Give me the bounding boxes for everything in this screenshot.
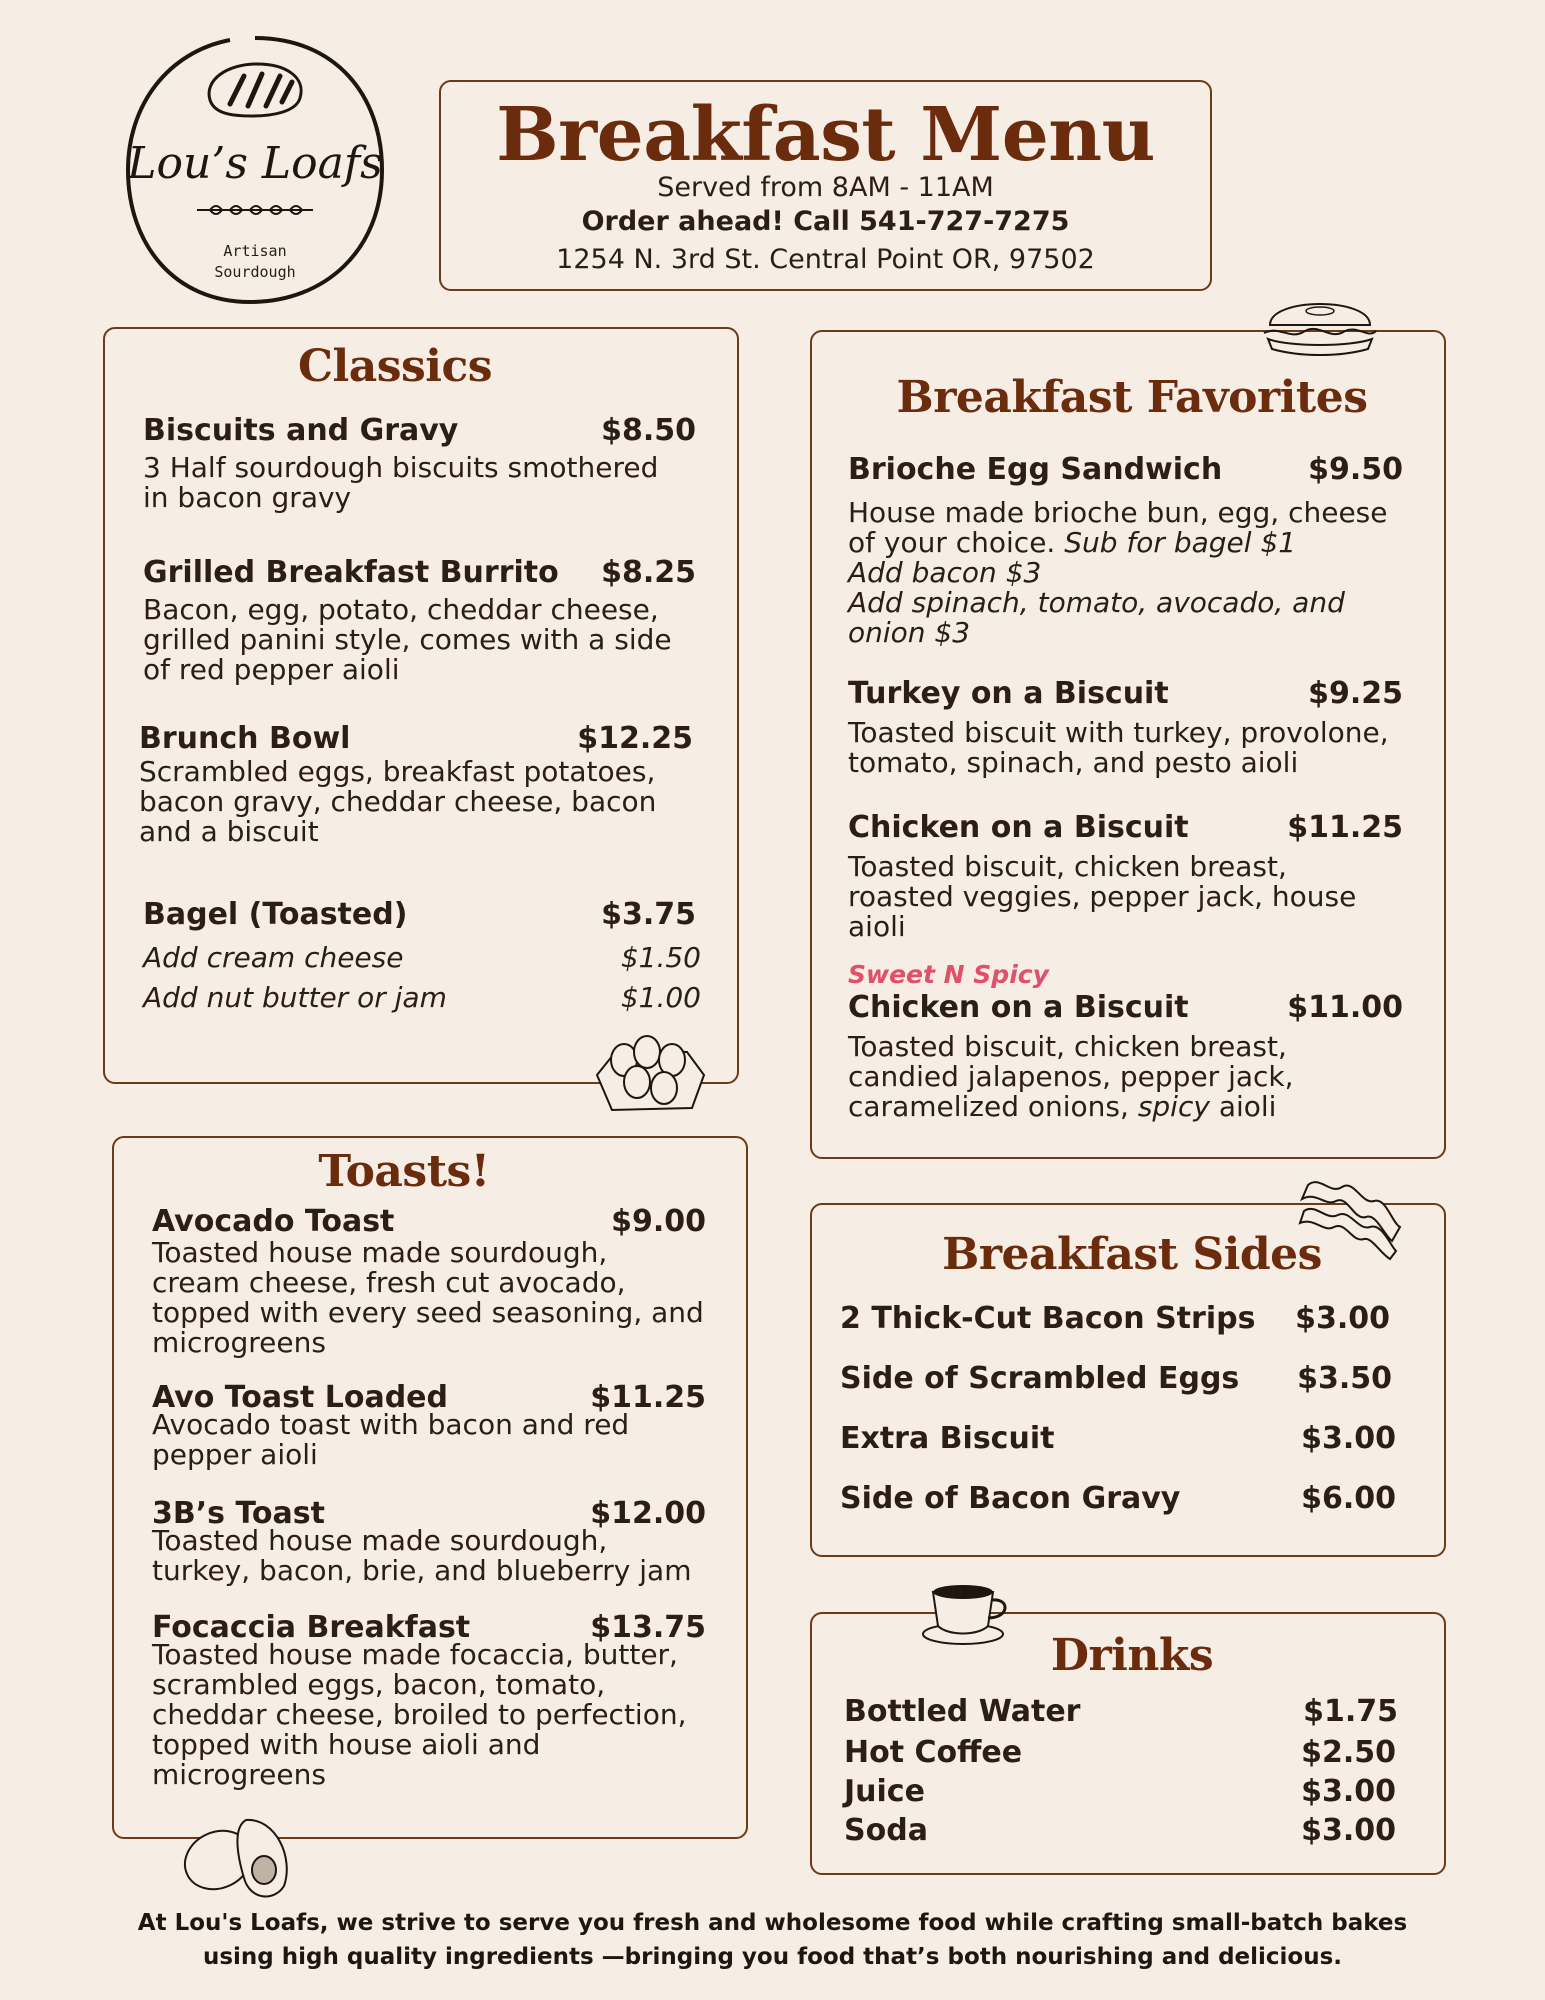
logo-name: Lou’s Loafs — [127, 138, 383, 189]
item-desc: aioli — [848, 910, 906, 943]
item-price: $8.25 — [601, 555, 696, 590]
item-desc: pepper aioli — [152, 1438, 318, 1471]
item-desc-line — [848, 528, 1296, 558]
item-price: $11.25 — [590, 1380, 706, 1415]
item-name: Grilled Breakfast Burrito — [143, 555, 559, 590]
bacon-icon — [1300, 1165, 1405, 1260]
classics-title: Classics — [297, 341, 493, 392]
item-price: $3.00 — [1295, 1301, 1390, 1336]
item-desc: Toasted house made sourdough, — [152, 1236, 608, 1269]
logo-tagline-1: Artisan — [223, 242, 287, 260]
item-price: $9.25 — [1308, 676, 1403, 711]
item-desc: House made brioche bun, egg, cheese — [848, 496, 1388, 529]
order-phone: Order ahead! Call 541-727-7275 — [581, 206, 1070, 237]
drinks-title: Drinks — [1050, 1630, 1214, 1681]
laurel-icon — [195, 200, 315, 220]
item-price: $12.25 — [577, 721, 693, 756]
item-name: 3B’s Toast — [152, 1496, 325, 1531]
item-desc: Toasted biscuit, chicken breast, — [848, 1030, 1287, 1063]
item-name: 2 Thick-Cut Bacon Strips — [840, 1301, 1256, 1336]
item-price: $11.00 — [1287, 990, 1403, 1025]
item-desc-option: Add spinach, tomato, avocado, and — [848, 586, 1345, 619]
addon-label: Add cream cheese — [143, 941, 404, 974]
item-desc-line — [848, 1092, 1276, 1122]
item-name: Avo Toast Loaded — [152, 1380, 449, 1415]
item-name: Chicken on a Biscuit — [848, 990, 1189, 1025]
item-name: Side of Scrambled Eggs — [840, 1361, 1240, 1396]
item-desc: Bacon, egg, potato, cheddar cheese, — [143, 593, 659, 626]
addon-label: Add nut butter or jam — [143, 981, 447, 1014]
item-desc: microgreens — [152, 1758, 326, 1791]
served-hours: Served from 8AM - 11AM — [657, 172, 994, 203]
page-title: Breakfast Menu — [496, 92, 1155, 178]
item-desc: microgreens — [152, 1326, 326, 1359]
footer-line-1: At Lou's Loafs, we strive to serve you fresh and wholesome food while crafting small-batch bakes — [137, 1910, 1408, 1936]
item-name: Bottled Water — [844, 1694, 1081, 1729]
item-price: $3.00 — [1301, 1813, 1396, 1848]
item-desc: of your choice. — [848, 526, 1065, 559]
item-desc: Scrambled eggs, breakfast potatoes, — [139, 755, 656, 788]
item-tag: Sweet N Spicy — [848, 960, 1049, 989]
item-price: $3.00 — [1301, 1421, 1396, 1456]
item-desc: Toasted house made focaccia, butter, — [152, 1638, 678, 1671]
item-desc: roasted veggies, pepper jack, house — [848, 880, 1357, 913]
item-price: $9.50 — [1308, 452, 1403, 487]
drinks-section — [810, 1612, 1446, 1875]
item-desc-option: Add bacon $3 — [848, 556, 1042, 589]
item-desc: Toasted house made sourdough, — [152, 1524, 608, 1557]
item-name: Brioche Egg Sandwich — [848, 452, 1223, 487]
item-price: $9.00 — [611, 1204, 706, 1239]
item-desc: and a biscuit — [139, 815, 319, 848]
item-desc: aioli — [1209, 1090, 1277, 1123]
toasts-section — [112, 1136, 748, 1839]
bread-icon — [202, 60, 307, 120]
item-desc: Avocado toast with bacon and red — [152, 1408, 630, 1441]
item-desc: candied jalapenos, pepper jack, — [848, 1060, 1294, 1093]
item-price: $12.00 — [590, 1496, 706, 1531]
item-desc: cream cheese, fresh cut avocado, — [152, 1266, 626, 1299]
item-name: Soda — [844, 1813, 928, 1848]
item-desc: topped with house aioli and — [152, 1728, 541, 1761]
item-name: Hot Coffee — [844, 1735, 1023, 1770]
bagel-sandwich-icon — [1260, 285, 1380, 365]
addon-price: $1.00 — [620, 981, 701, 1014]
item-desc: 3 Half sourdough biscuits smothered — [143, 451, 659, 484]
item-name: Biscuits and Gravy — [143, 413, 459, 448]
item-desc: grilled panini style, comes with a side — [143, 623, 672, 656]
item-desc: scrambled eggs, bacon, tomato, — [152, 1668, 606, 1701]
item-price: $1.75 — [1303, 1694, 1398, 1729]
item-desc: turkey, bacon, brie, and blueberry jam — [152, 1554, 692, 1587]
footer-line-2: using high quality ingredients —bringing you food that’s both nourishing and delicious. — [202, 1944, 1343, 1970]
address: 1254 N. 3rd St. Central Point OR, 97502 — [556, 244, 1095, 275]
item-name: Chicken on a Biscuit — [848, 810, 1189, 845]
classics-section — [103, 327, 739, 1084]
logo-tagline-2: Sourdough — [214, 263, 296, 281]
item-desc: in bacon gravy — [143, 481, 352, 514]
avocado-icon — [176, 1808, 296, 1903]
header-box — [439, 80, 1212, 291]
item-desc-emph: spicy — [1137, 1090, 1210, 1123]
item-name: Avocado Toast — [152, 1204, 395, 1239]
favorites-title: Breakfast Favorites — [896, 372, 1368, 423]
sides-title: Breakfast Sides — [942, 1229, 1322, 1280]
item-desc: tomato, spinach, and pesto aioli — [848, 746, 1299, 779]
item-desc-option: onion $3 — [848, 616, 971, 649]
item-desc-option: Sub for bagel $1 — [1064, 526, 1297, 559]
item-price: $11.25 — [1287, 810, 1403, 845]
item-desc: Toasted biscuit with turkey, provolone, — [848, 716, 1389, 749]
item-price: $8.50 — [601, 413, 696, 448]
item-name: Focaccia Breakfast — [152, 1610, 471, 1645]
item-desc: topped with every seed seasoning, and — [152, 1296, 704, 1329]
item-price: $2.50 — [1301, 1735, 1396, 1770]
item-desc: Toasted biscuit, chicken breast, — [848, 850, 1287, 883]
item-desc: cheddar cheese, broiled to perfection, — [152, 1698, 687, 1731]
item-name: Side of Bacon Gravy — [840, 1481, 1181, 1516]
item-name: Brunch Bowl — [139, 721, 351, 756]
item-price: $3.50 — [1297, 1361, 1392, 1396]
item-desc: caramelized onions, — [848, 1090, 1138, 1123]
item-price: $6.00 — [1301, 1481, 1396, 1516]
coffee-cup-icon — [918, 1578, 1013, 1648]
item-name: Turkey on a Biscuit — [848, 676, 1169, 711]
item-desc: of red pepper aioli — [143, 653, 400, 686]
item-name: Bagel (Toasted) — [143, 897, 408, 932]
item-price: $3.75 — [601, 897, 696, 932]
item-name: Juice — [844, 1774, 925, 1809]
logo — [110, 30, 400, 310]
item-price: $13.75 — [590, 1610, 706, 1645]
toasts-title: Toasts! — [318, 1146, 490, 1197]
egg-carton-icon — [592, 1030, 707, 1120]
item-desc: bacon gravy, cheddar cheese, bacon — [139, 785, 657, 818]
addon-price: $1.50 — [620, 941, 701, 974]
item-name: Extra Biscuit — [840, 1421, 1055, 1456]
favorites-section — [810, 330, 1446, 1159]
item-price: $3.00 — [1301, 1774, 1396, 1809]
